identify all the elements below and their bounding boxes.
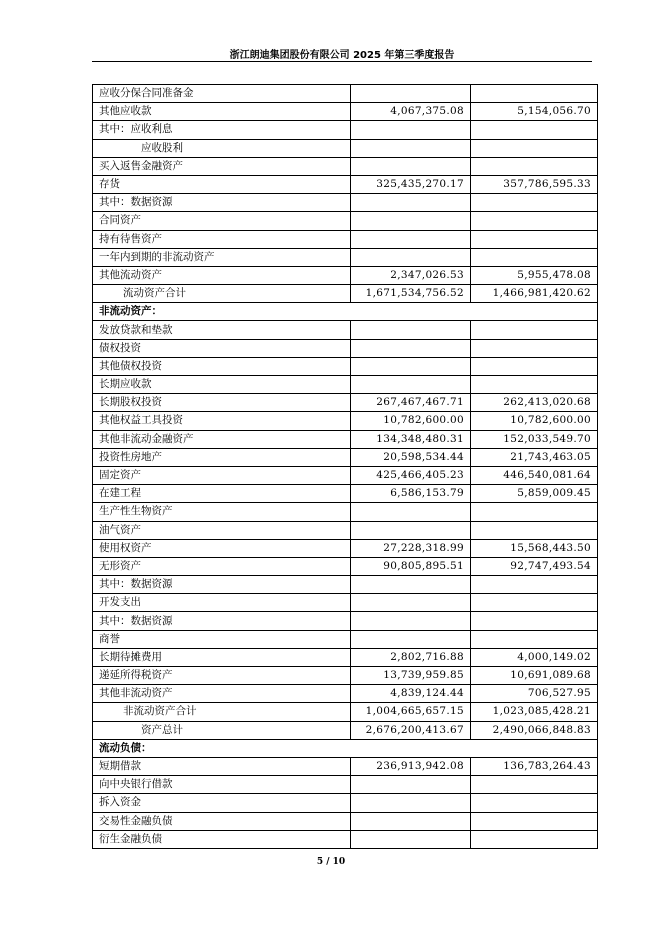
prior-year-end-value: 446,540,081.64 bbox=[471, 466, 598, 484]
table-row bbox=[93, 321, 598, 339]
prior-year-end-value bbox=[471, 139, 598, 157]
report-header: 浙江朗迪集团股份有限公司 2025 年第三季度报告 bbox=[229, 50, 455, 61]
prior-year-end-value bbox=[471, 776, 598, 794]
period-end-value bbox=[351, 776, 471, 794]
prior-year-end-value: 2,490,066,848.83 bbox=[471, 721, 598, 739]
row-label: 无形资产 bbox=[93, 557, 351, 575]
prior-year-end-value bbox=[471, 248, 598, 266]
table-row bbox=[93, 703, 598, 721]
period-end-value bbox=[351, 612, 471, 630]
prior-year-end-value bbox=[471, 85, 598, 103]
period-end-value: 1,004,665,657.15 bbox=[351, 703, 471, 721]
row-label: 其他流动资产 bbox=[93, 266, 351, 284]
prior-year-end-value bbox=[471, 157, 598, 175]
table-row bbox=[93, 812, 598, 830]
period-end-value: 425,466,405.23 bbox=[351, 466, 471, 484]
table-row bbox=[93, 376, 598, 394]
prior-year-end-value: 5,955,478.08 bbox=[471, 266, 598, 284]
table-row bbox=[93, 466, 598, 484]
period-end-value: 2,802,716.88 bbox=[351, 648, 471, 666]
row-label: 固定资产 bbox=[93, 466, 351, 484]
table-row bbox=[93, 357, 598, 375]
row-label: 其中：数据资源 bbox=[93, 612, 351, 630]
row-label: 一年内到期的非流动资产 bbox=[93, 248, 351, 266]
balance-sheet-table bbox=[92, 84, 598, 849]
period-end-value: 1,671,534,756.52 bbox=[351, 285, 471, 303]
period-end-value bbox=[351, 321, 471, 339]
prior-year-end-value: 706,527.95 bbox=[471, 685, 598, 703]
table-row bbox=[93, 757, 598, 775]
table-row bbox=[93, 685, 598, 703]
prior-year-end-value bbox=[471, 230, 598, 248]
table-row bbox=[93, 648, 598, 666]
row-label: 长期待摊费用 bbox=[93, 648, 351, 666]
table-row bbox=[93, 285, 598, 303]
table-row bbox=[93, 557, 598, 575]
row-label: 开发支出 bbox=[93, 594, 351, 612]
period-end-value bbox=[351, 85, 471, 103]
prior-year-end-value: 357,786,595.33 bbox=[471, 175, 598, 193]
table-row bbox=[93, 266, 598, 284]
row-label: 买入返售金融资产 bbox=[93, 157, 351, 175]
prior-year-end-value bbox=[471, 321, 598, 339]
row-label: 使用权资产 bbox=[93, 539, 351, 557]
period-end-value: 325,435,270.17 bbox=[351, 175, 471, 193]
header-rule bbox=[92, 61, 592, 62]
row-label: 油气资产 bbox=[93, 521, 351, 539]
row-label: 拆入资金 bbox=[93, 794, 351, 812]
prior-year-end-value: 92,747,493.54 bbox=[471, 557, 598, 575]
table-row bbox=[93, 594, 598, 612]
prior-year-end-value bbox=[471, 830, 598, 848]
row-label: 其中：应收利息 bbox=[93, 121, 351, 139]
prior-year-end-value bbox=[471, 503, 598, 521]
table-row bbox=[93, 776, 598, 794]
row-label: 短期借款 bbox=[93, 757, 351, 775]
row-label: 持有待售资产 bbox=[93, 230, 351, 248]
period-end-value bbox=[351, 630, 471, 648]
row-label: 生产性生物资产 bbox=[93, 503, 351, 521]
table-row bbox=[93, 430, 598, 448]
prior-year-end-value bbox=[471, 612, 598, 630]
table-row bbox=[93, 157, 598, 175]
period-end-value bbox=[351, 139, 471, 157]
prior-year-end-value: 4,000,149.02 bbox=[471, 648, 598, 666]
row-label: 发放贷款和垫款 bbox=[93, 321, 351, 339]
row-label: 其他债权投资 bbox=[93, 357, 351, 375]
prior-year-end-value: 136,783,264.43 bbox=[471, 757, 598, 775]
table-row bbox=[93, 339, 598, 357]
section-heading: 非流动资产： bbox=[93, 303, 598, 321]
prior-year-end-value: 1,023,085,428.21 bbox=[471, 703, 598, 721]
row-label: 投资性房地产 bbox=[93, 448, 351, 466]
period-end-value bbox=[351, 357, 471, 375]
period-end-value: 2,676,200,413.67 bbox=[351, 721, 471, 739]
table-row bbox=[93, 139, 598, 157]
row-label: 商誉 bbox=[93, 630, 351, 648]
prior-year-end-value: 10,691,089.68 bbox=[471, 667, 598, 685]
row-label: 资产总计 bbox=[93, 721, 351, 739]
table-row bbox=[93, 485, 598, 503]
period-end-value bbox=[351, 212, 471, 230]
prior-year-end-value: 5,154,056.70 bbox=[471, 103, 598, 121]
period-end-value: 2,347,026.53 bbox=[351, 266, 471, 284]
page-number: 5 / 10 bbox=[316, 857, 346, 867]
row-label: 其他应收款 bbox=[93, 103, 351, 121]
period-end-value: 4,067,375.08 bbox=[351, 103, 471, 121]
section-row bbox=[93, 739, 598, 757]
table-row bbox=[93, 612, 598, 630]
table-row bbox=[93, 394, 598, 412]
prior-year-end-value bbox=[471, 521, 598, 539]
row-label: 衍生金融负债 bbox=[93, 830, 351, 848]
period-end-value bbox=[351, 248, 471, 266]
row-label: 其中：数据资源 bbox=[93, 576, 351, 594]
row-label: 交易性金融负债 bbox=[93, 812, 351, 830]
row-label: 其他非流动资产 bbox=[93, 685, 351, 703]
table-row bbox=[93, 412, 598, 430]
row-label: 其他权益工具投资 bbox=[93, 412, 351, 430]
table-row bbox=[93, 212, 598, 230]
row-label: 应收分保合同准备金 bbox=[93, 85, 351, 103]
prior-year-end-value: 152,033,549.70 bbox=[471, 430, 598, 448]
row-label: 存货 bbox=[93, 175, 351, 193]
row-label: 流动资产合计 bbox=[93, 285, 351, 303]
period-end-value: 236,913,942.08 bbox=[351, 757, 471, 775]
table-row bbox=[93, 521, 598, 539]
period-end-value bbox=[351, 503, 471, 521]
table-row bbox=[93, 230, 598, 248]
prior-year-end-value bbox=[471, 339, 598, 357]
row-label: 长期应收款 bbox=[93, 376, 351, 394]
prior-year-end-value: 21,743,463.05 bbox=[471, 448, 598, 466]
period-end-value: 134,348,480.31 bbox=[351, 430, 471, 448]
period-end-value: 6,586,153.79 bbox=[351, 485, 471, 503]
period-end-value: 27,228,318.99 bbox=[351, 539, 471, 557]
prior-year-end-value bbox=[471, 576, 598, 594]
prior-year-end-value bbox=[471, 357, 598, 375]
period-end-value bbox=[351, 794, 471, 812]
prior-year-end-value bbox=[471, 630, 598, 648]
prior-year-end-value bbox=[471, 594, 598, 612]
period-end-value: 20,598,534.44 bbox=[351, 448, 471, 466]
prior-year-end-value bbox=[471, 194, 598, 212]
prior-year-end-value bbox=[471, 212, 598, 230]
period-end-value: 13,739,959.85 bbox=[351, 667, 471, 685]
row-label: 债权投资 bbox=[93, 339, 351, 357]
period-end-value bbox=[351, 157, 471, 175]
table-row bbox=[93, 630, 598, 648]
table-row bbox=[93, 667, 598, 685]
table-row bbox=[93, 121, 598, 139]
row-label: 向中央银行借款 bbox=[93, 776, 351, 794]
period-end-value bbox=[351, 376, 471, 394]
row-label: 合同资产 bbox=[93, 212, 351, 230]
period-end-value: 4,839,124.44 bbox=[351, 685, 471, 703]
row-label: 长期股权投资 bbox=[93, 394, 351, 412]
period-end-value bbox=[351, 830, 471, 848]
row-label: 非流动资产合计 bbox=[93, 703, 351, 721]
table-row bbox=[93, 539, 598, 557]
period-end-value bbox=[351, 121, 471, 139]
balance-sheet-body bbox=[93, 85, 598, 849]
section-heading: 流动负债： bbox=[93, 739, 598, 757]
row-label: 其中：数据资源 bbox=[93, 194, 351, 212]
period-end-value: 267,467,467.71 bbox=[351, 394, 471, 412]
period-end-value bbox=[351, 576, 471, 594]
period-end-value: 90,805,895.51 bbox=[351, 557, 471, 575]
row-label: 应收股利 bbox=[93, 139, 351, 157]
prior-year-end-value: 5,859,009.45 bbox=[471, 485, 598, 503]
section-row bbox=[93, 303, 598, 321]
prior-year-end-value bbox=[471, 121, 598, 139]
period-end-value bbox=[351, 812, 471, 830]
table-row bbox=[93, 175, 598, 193]
prior-year-end-value: 15,568,443.50 bbox=[471, 539, 598, 557]
table-row bbox=[93, 721, 598, 739]
row-label: 其他非流动金融资产 bbox=[93, 430, 351, 448]
table-row bbox=[93, 576, 598, 594]
table-row bbox=[93, 85, 598, 103]
period-end-value bbox=[351, 521, 471, 539]
prior-year-end-value bbox=[471, 812, 598, 830]
table-row bbox=[93, 830, 598, 848]
period-end-value bbox=[351, 594, 471, 612]
table-row bbox=[93, 794, 598, 812]
row-label: 递延所得税资产 bbox=[93, 667, 351, 685]
period-end-value bbox=[351, 339, 471, 357]
prior-year-end-value: 1,466,981,420.62 bbox=[471, 285, 598, 303]
prior-year-end-value bbox=[471, 794, 598, 812]
table-row bbox=[93, 448, 598, 466]
row-label: 在建工程 bbox=[93, 485, 351, 503]
table-row bbox=[93, 194, 598, 212]
table-row bbox=[93, 248, 598, 266]
period-end-value bbox=[351, 230, 471, 248]
table-row bbox=[93, 103, 598, 121]
prior-year-end-value: 10,782,600.00 bbox=[471, 412, 598, 430]
prior-year-end-value: 262,413,020.68 bbox=[471, 394, 598, 412]
period-end-value bbox=[351, 194, 471, 212]
table-row bbox=[93, 503, 598, 521]
prior-year-end-value bbox=[471, 376, 598, 394]
period-end-value: 10,782,600.00 bbox=[351, 412, 471, 430]
